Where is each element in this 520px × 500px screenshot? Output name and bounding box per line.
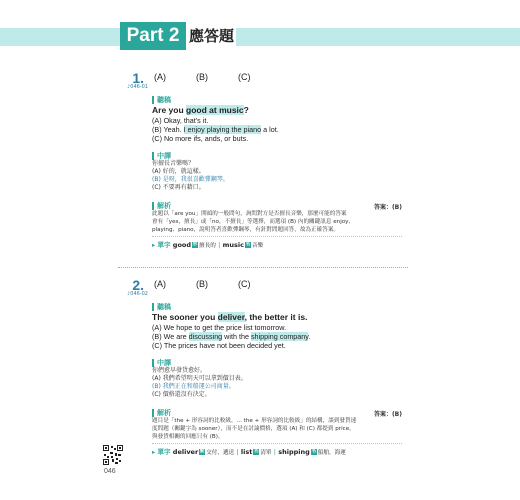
vocab-separator: | bbox=[236, 448, 239, 456]
transcript-option-b: (B) We are discussing with the shipping company. bbox=[152, 332, 311, 341]
vocab-label: 單字 bbox=[157, 241, 171, 249]
part-label: Part 2 bbox=[120, 22, 186, 50]
analysis-heading: 解析 bbox=[152, 409, 402, 417]
pos-tag: 名 bbox=[311, 449, 317, 454]
translation-line: (C) 價格還沒有決定。 bbox=[152, 391, 211, 398]
transcript-section bbox=[152, 96, 279, 143]
analysis-line: 題目是「the + 形容詞的比較級，... the + 形容詞的比較級」的結構，談到發貨速 bbox=[152, 418, 357, 424]
translation-section bbox=[152, 359, 247, 399]
answer-options bbox=[154, 279, 280, 289]
question-number: 2. bbox=[132, 277, 144, 293]
transcript-heading: 聽稿 bbox=[152, 303, 310, 311]
answer-label: 答案：(B) bbox=[373, 411, 402, 418]
qr-code-icon[interactable] bbox=[103, 445, 123, 465]
pos-tag: 形 bbox=[192, 242, 198, 247]
vocab-word: list bbox=[240, 448, 253, 456]
transcript-heading: 聽稿 bbox=[152, 96, 279, 104]
transcript-option-c: (C) The prices have not been decided yet. bbox=[152, 341, 286, 350]
vocab-word: shipping bbox=[278, 448, 310, 456]
vocab-line bbox=[152, 240, 402, 249]
audio-track: ♪046-01 bbox=[127, 84, 148, 90]
audio-track: ♪046-02 bbox=[127, 291, 148, 297]
vocab-word: good bbox=[172, 241, 192, 249]
transcript-option-b: (B) Yeah. I enjoy playing the piano a lot. bbox=[152, 125, 279, 134]
analysis-line: playing、piano，說明答者喜歡彈鋼琴，有針對問題回答，故為正確答案。 bbox=[152, 227, 340, 233]
translation-heading: 中譯 bbox=[152, 359, 247, 367]
analysis-heading: 解析 bbox=[152, 202, 402, 210]
question-divider bbox=[118, 267, 408, 268]
transcript-option-c: (C) No more ifs, ands, or buts. bbox=[152, 134, 249, 143]
vocab-meaning: 船舶，海運 bbox=[317, 450, 346, 456]
analysis-line: 此題以「are you」開頭的一般問句，詢問對方是否擅長音樂，那麼可能的答案 bbox=[152, 211, 347, 217]
pos-tag: 名 bbox=[254, 449, 259, 454]
section-title: 應答題 bbox=[189, 27, 235, 45]
vocab-word: music bbox=[222, 241, 244, 249]
translation-line: 你擅長音樂嗎？ bbox=[152, 160, 195, 167]
answer-label: 答案：(B) bbox=[373, 204, 402, 211]
vocab-separator: | bbox=[273, 448, 276, 456]
vocab-line bbox=[152, 447, 402, 456]
translation-line: (A) 我們希望明天可以拿到價目表。 bbox=[152, 375, 247, 382]
option-a: (A) bbox=[154, 279, 166, 289]
translation-line: (B) 我們正在和船運公司商量。 bbox=[152, 383, 235, 390]
vocab-meaning: 音樂 bbox=[251, 243, 264, 249]
vocab-meaning: 交付，遞送 bbox=[206, 450, 235, 456]
translation-section bbox=[152, 152, 229, 192]
transcript-option-a: (A) Okay, that's it. bbox=[152, 116, 209, 125]
translation-heading: 中譯 bbox=[152, 152, 229, 160]
analysis-section bbox=[152, 409, 402, 456]
vocab-arrow-icon: ▸ bbox=[152, 448, 156, 456]
vocab-separator: | bbox=[218, 241, 221, 249]
translation-line: (B) 是呀，我很喜歡彈鋼琴。 bbox=[152, 176, 229, 183]
option-b: (B) bbox=[196, 279, 208, 289]
transcript-section bbox=[152, 303, 310, 350]
header-band bbox=[0, 28, 520, 46]
vocab-label: 單字 bbox=[157, 448, 171, 456]
question-number: 1. bbox=[132, 70, 144, 86]
translation-line: (C) 不要再有藉口。 bbox=[152, 184, 205, 191]
pos-tag: 動 bbox=[199, 449, 205, 454]
answer-options bbox=[154, 72, 280, 82]
transcript-question: The sooner you deliver, the better it is. bbox=[152, 312, 308, 322]
pos-tag: 名 bbox=[245, 242, 251, 247]
option-c: (C) bbox=[238, 279, 251, 289]
analysis-line: 度問題（關鍵字為 sooner），而不是在討論價格，選項 (A) 和 (C) 都提到 price， bbox=[152, 426, 355, 432]
option-a: (A) bbox=[154, 72, 166, 82]
page-number: 046 bbox=[104, 468, 116, 475]
vocab-meaning: 清單 bbox=[260, 450, 272, 456]
vocab-meaning: 擅長的 bbox=[199, 243, 216, 249]
vocab-word: deliver bbox=[172, 448, 199, 456]
translation-line: (A) 好的，就這樣。 bbox=[152, 168, 205, 175]
dotted-divider bbox=[152, 443, 402, 444]
option-c: (C) bbox=[238, 72, 251, 82]
analysis-line: 會有「yes，擅長」或「no，不擅長」等選擇，而選項 (B) 內的關鍵訊息 enjoy、 bbox=[152, 219, 355, 225]
dotted-divider bbox=[152, 236, 402, 237]
analysis-section bbox=[152, 202, 402, 249]
vocab-arrow-icon: ▸ bbox=[152, 241, 156, 249]
transcript-option-a: (A) We hope to get the price list tomorrow. bbox=[152, 323, 287, 332]
translation-line: 你們愈早發貨愈好。 bbox=[152, 367, 207, 374]
analysis-line: 與發貨相關的回應只有 (B)。 bbox=[152, 434, 224, 440]
transcript-question: Are you good at music? bbox=[152, 105, 249, 115]
option-b: (B) bbox=[196, 72, 208, 82]
